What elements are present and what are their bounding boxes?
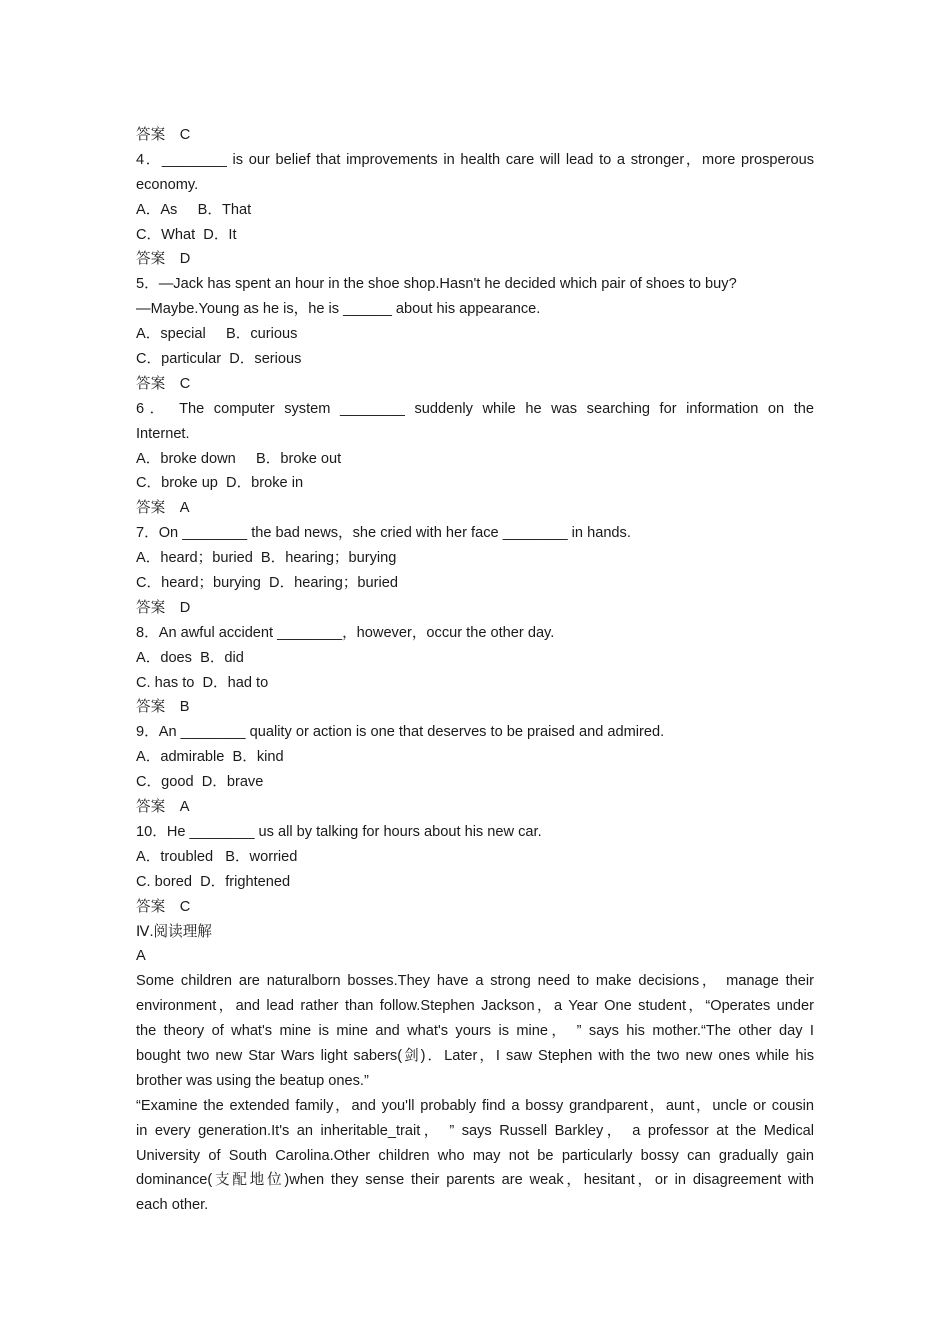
answer-line: 答案 B xyxy=(136,699,190,716)
options-line: A．As B．That xyxy=(136,201,252,218)
text-line: Internet. xyxy=(136,425,190,442)
answer-line: 答案 A xyxy=(136,799,190,816)
passage-line: Some children are naturalborn bosses.They have a strong need to make decisions， manage their xyxy=(136,973,814,990)
options-line: C．particular D．serious xyxy=(136,351,302,368)
question-line: 10．He ________ us all by talking for hours about his new car. xyxy=(136,823,542,840)
question-line: 6． The computer system ________ suddenly while he was searching for information on the xyxy=(136,400,814,417)
answer-line: 答案 C xyxy=(136,375,191,392)
question-line: 9．An ________ quality or action is one that deserves to be praised and admired. xyxy=(136,724,665,741)
answer-line: 答案 A xyxy=(136,500,190,517)
answer-line: 答案 C xyxy=(136,898,191,915)
options-line: C. has to D．had to xyxy=(136,674,269,691)
passage-line: environment，and lead rather than follow.Stephen Jackson，a Year One student，“Operates under xyxy=(136,998,814,1015)
options-line: C．heard；burying D．hearing；buried xyxy=(136,575,399,592)
question-line: 4．________ is our belief that improvements in health care will lead to a stronger，more prosperous xyxy=(136,151,814,168)
options-line: A．special B．curious xyxy=(136,326,298,343)
question-line: 8．An awful accident ________，however，occur the other day. xyxy=(136,624,555,641)
options-line: A．broke down B．broke out xyxy=(136,450,342,467)
passage-line: the theory of what's mine is mine and what's yours is mine， ” says his mother.“The other day I xyxy=(136,1023,814,1040)
passage-line: “Examine the extended family，and you'll probably find a bossy grandparent，aunt，uncle or cousin xyxy=(136,1097,814,1114)
options-line: C. bored D．frightened xyxy=(136,873,291,890)
options-line: A．troubled B．worried xyxy=(136,848,298,865)
document-page xyxy=(136,123,814,1218)
options-line: C．good D．brave xyxy=(136,774,264,791)
options-line: A．heard；buried B．hearing；burying xyxy=(136,550,397,567)
text-line: economy. xyxy=(136,176,199,193)
options-line: A．admirable B．kind xyxy=(136,749,284,766)
passage-line: in every generation.It's an inheritable_trait， ” says Russell Barkley， a professor at the Medical xyxy=(136,1122,814,1139)
passage-line: dominance(支配地位)when they sense their parents are weak，hesitant，or in disagreement with xyxy=(136,1172,814,1189)
question-line: 5．—Jack has spent an hour in the shoe shop.Hasn't he decided which pair of shoes to buy? xyxy=(136,276,737,293)
passage-label: A xyxy=(136,948,146,965)
text-line: —Maybe.Young as he is，he is ______ about his appearance. xyxy=(136,301,541,318)
section-heading: Ⅳ.阅读理解 xyxy=(136,923,212,940)
question-line: 7．On ________ the bad news，she cried with her face ________ in hands. xyxy=(136,525,631,542)
answer-line: 答案 D xyxy=(136,599,191,616)
answer-line: 答案 C xyxy=(136,127,191,143)
options-line: A．does B．did xyxy=(136,649,244,666)
passage-line: brother was using the beatup ones.” xyxy=(136,1072,369,1089)
options-line: C．What D．It xyxy=(136,226,237,243)
passage-line: each other. xyxy=(136,1197,209,1214)
answer-line: 答案 D xyxy=(136,251,191,268)
options-line: C．broke up D．broke in xyxy=(136,475,304,492)
passage-line: University of South Carolina.Other children who may not be particularly bossy can gradually gain xyxy=(136,1147,814,1164)
passage-line: bought two new Star Wars light sabers(剑)．Later，I saw Stephen with the two new ones while his xyxy=(136,1047,814,1064)
